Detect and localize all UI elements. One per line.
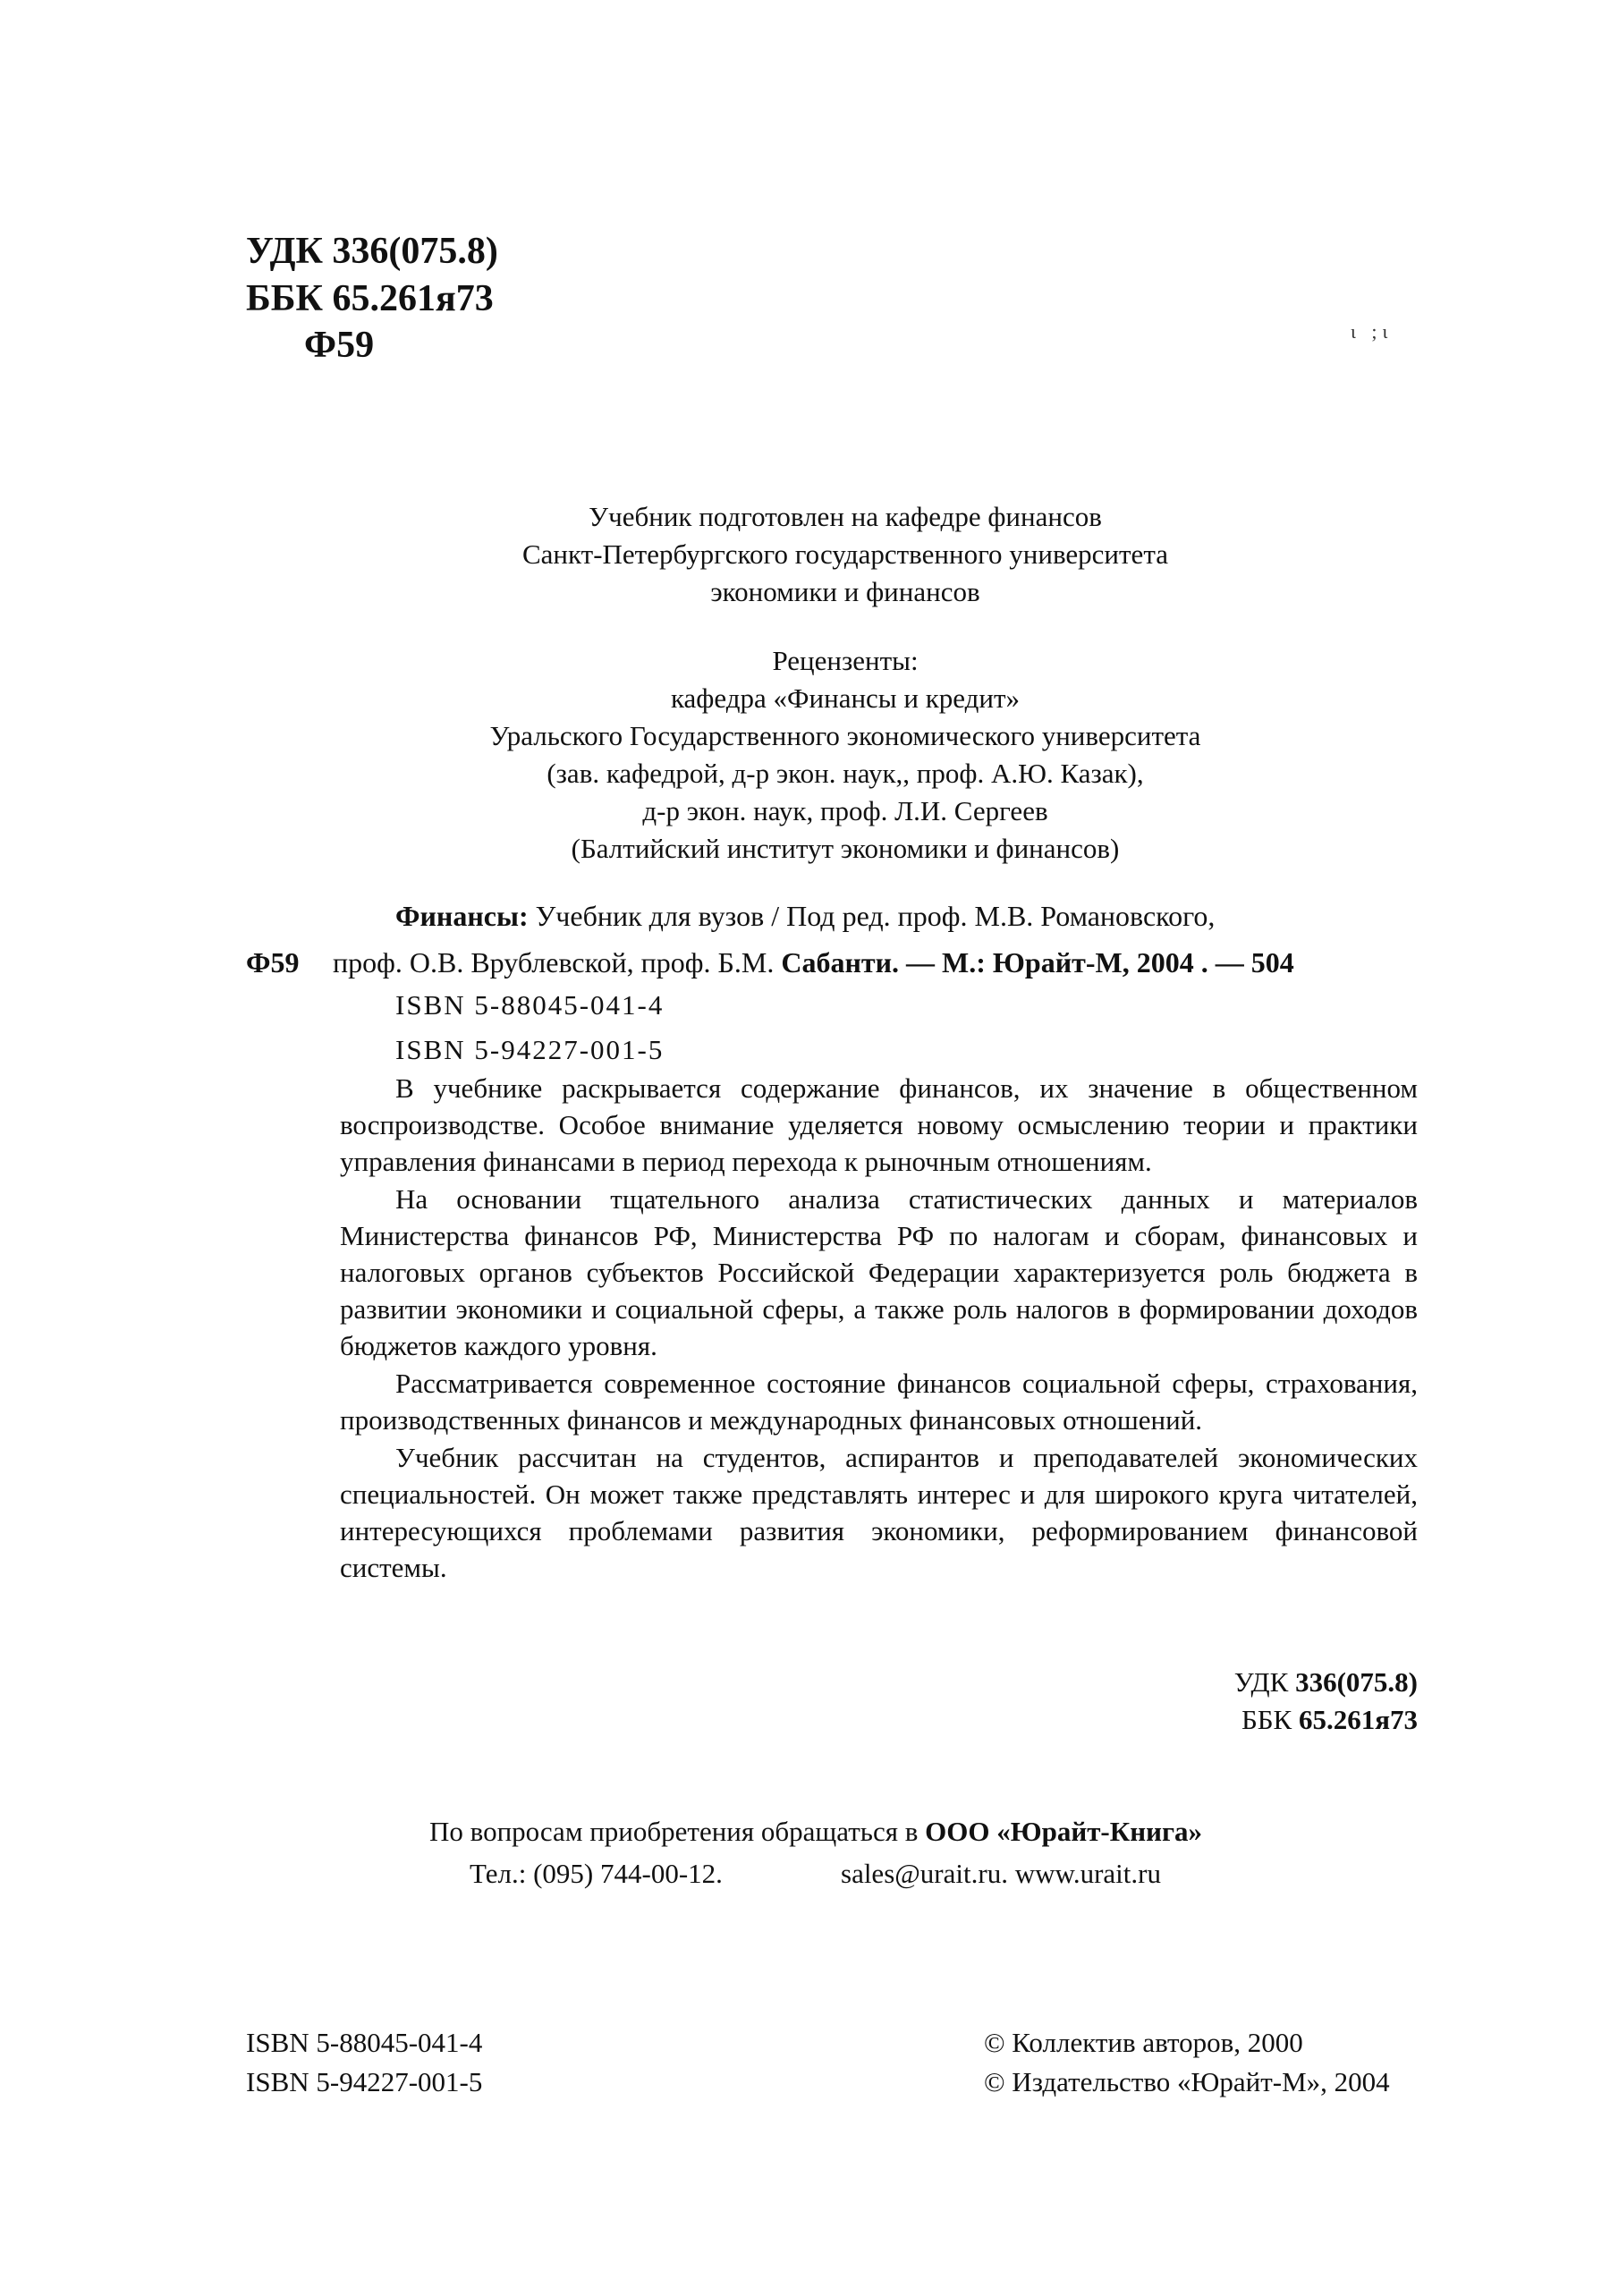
margin-marks: ι ;ι (1351, 320, 1394, 343)
reviewer-line: (зав. кафедрой, д-р экон. наук,, проф. А.Ю. Казак), (547, 758, 1144, 789)
reviewer-line: Уральского Государственного экономического университета (489, 720, 1201, 751)
bib-isbn-2: ISBN 5-94227-001-5 (395, 1034, 665, 1065)
footer-isbn-1: ISBN 5-88045-041-4 (246, 2027, 483, 2058)
author-mark-code: Ф59 (304, 325, 375, 366)
bbk-heading: ББК 65.261я73 (246, 278, 494, 319)
bib-editors-cont: проф. О.В. Врублевской, проф. Б.М. (333, 946, 782, 979)
annotation-paragraph (340, 1439, 1418, 1586)
annotation (340, 1070, 1418, 1587)
bbk-label: ББК (1241, 1704, 1299, 1735)
purchase-text: По вопросам приобретения обращаться в (429, 1816, 926, 1847)
bib-imprint: Сабанти. — М.: Юрайт-М, 2004 . — 504 (781, 946, 1294, 979)
prepared-line: Санкт-Петербургского государственного университета (521, 538, 1169, 570)
bbk-value: 65.261я73 (1298, 1704, 1418, 1735)
purchase-org: ООО «Юрайт-Книга» (925, 1816, 1203, 1847)
annotation-paragraph (340, 1365, 1418, 1438)
udk-value: 336(075.8) (1295, 1666, 1418, 1698)
reviewers-block (0, 642, 1610, 868)
reviewer-line: д-р экон. наук, проф. Л.И. Сергеев (642, 795, 1048, 826)
purchase-contacts: sales@urait.ru. www.urait.ru (841, 1858, 1161, 1889)
annotation-text: На основании тщательного анализа статистических данных и материалов Министерства финансов РФ, Министерства РФ по налогам и сборам, финансовых и налоговых органов субъектов Российской Федерации характеризуется роль бюджета в развитии экономики и социальной сферы, а также роль налогов в формировании доходов бюджетов каждого уровня. (340, 1183, 1418, 1361)
bib-isbn-1: ISBN 5-88045-041-4 (395, 989, 665, 1021)
reviewers-heading: Рецензенты: (772, 645, 919, 676)
annotation-text: Рассматривается современное состояние финансов социальной сферы, страхования, производственных финансов и международных финансовых отношений. (340, 1368, 1418, 1436)
reviewer-line: кафедра «Финансы и кредит» (670, 682, 1021, 714)
purchase-line (429, 1816, 1202, 1848)
prepared-line: Учебник подготовлен на кафедре финансов (589, 501, 1102, 532)
annotation-paragraph (340, 1181, 1418, 1364)
reviewer-line: (Балтийский институт экономики и финансов) (571, 833, 1120, 864)
copyright-publisher: © Издательство «Юрайт-М», 2004 (984, 2066, 1390, 2097)
bib-author-code: Ф59 (246, 946, 300, 979)
annotation-paragraph (340, 1070, 1418, 1180)
annotation-text: В учебнике раскрывается содержание финансов, их значение в общественном воспроизводстве. Особое внимание уделяется новому осмыслению теории и практики управления финансами в период перехода к рыночным отношениям. (340, 1072, 1418, 1177)
bbk-code (1234, 1701, 1418, 1739)
prepared-block (0, 498, 1610, 611)
copyright-authors: © Коллектив авторов, 2000 (984, 2027, 1303, 2058)
annotation-text: Учебник рассчитан на студентов, аспирантов и преподавателей экономических специальностей. Он может также представлять интерес и для широкого круга читателей, интересующихся проблемами развития экономики, реформированием финансовой системы. (340, 1442, 1418, 1583)
udk-heading: УДК 336(075.8) (246, 231, 498, 272)
bib-line-1 (395, 894, 1215, 937)
udk-code (1234, 1664, 1418, 1701)
purchase-phone: Тел.: (095) 744-00-12. (470, 1858, 723, 1889)
bib-line-2 (333, 941, 1294, 984)
udk-label: УДК (1233, 1666, 1296, 1698)
footer-isbn-2: ISBN 5-94227-001-5 (246, 2066, 483, 2097)
bib-title: Финансы: (395, 900, 529, 932)
bib-editors: Учебник для вузов / Под ред. проф. М.В. Романовского, (528, 900, 1216, 932)
prepared-line: экономики и финансов (710, 576, 980, 607)
class-codes (1234, 1664, 1418, 1739)
